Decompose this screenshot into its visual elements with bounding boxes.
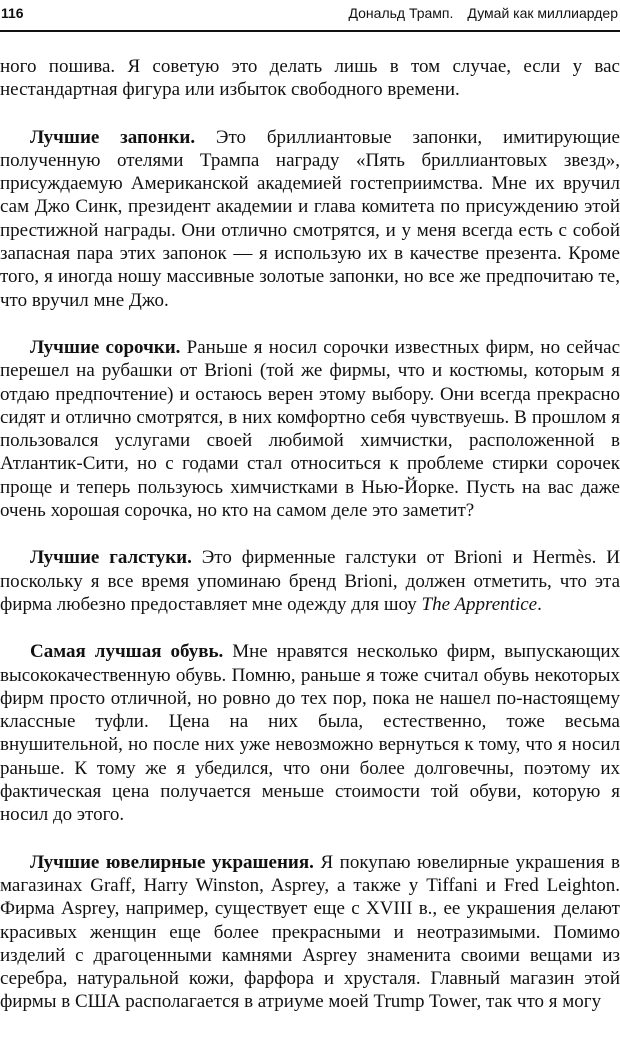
paragraph-tail: . <box>537 593 542 615</box>
paragraph-text: Я покупаю ювелирные украшения в магазинах Graff, Harry Winston, Asprey, а также у Tiffani и Fred Leighton. Фирма Asprey, например, существует еще с XVIII в., ее украшения делают красивых женщин еще более прекрасными и неотразимыми. Помимо изделий с драгоценными камнями Asprey знаменита своими вещами из серебра, натуральной кожи, фарфора и хрусталя. Главный магазин этой фирмы в США располагается в атриуме моей Trump Tower, так что я могу <box>0 851 620 1013</box>
body-text <box>0 55 620 1038</box>
paragraph-heading: Лучшие ювелирные украшения. <box>30 851 314 873</box>
paragraph-cufflinks <box>0 126 620 312</box>
paragraph-continuation <box>0 55 620 102</box>
paragraph-ties <box>0 546 620 616</box>
show-title: The Apprentice <box>421 593 538 615</box>
paragraph-shoes <box>0 640 620 826</box>
paragraph-text: Раньше я носил сорочки известных фирм, но сейчас перешел на рубашки от Brioni (той же фирмы, что и костюмы, которым я отдаю предпочтение) и остаюсь верен этому выбору. Они всегда прекрасно сидят и отлично смотрятся, в них комфортно себя чувствуешь. В прошлом я пользовался услугами своей любимой химчистки, расположенной в Атлантик-Сити, но с годами стал относиться к проблеме стирки сорочек проще и теперь пользуюсь химчистками в Нью-Йорке. Пусть на вас даже очень хорошая сорочка, но кто на самом деле это заметит? <box>0 336 620 522</box>
running-head <box>349 5 619 21</box>
paragraph-text: Это фирменные галстуки от Brioni и Hermès. И поскольку я все время упоминаю бренд Brioni, должен отметить, что эта фирма любезно предоставляет мне одежду для шоу <box>0 547 620 615</box>
paragraph-heading: Лучшие запонки. <box>30 126 196 148</box>
paragraph-text: ного пошива. Я советую это делать лишь в том случае, если у вас нестандартная фигура или избыток свободного времени. <box>0 56 620 101</box>
paragraph-shirts <box>0 336 620 522</box>
running-head-author: Дональд Трамп. <box>348 5 454 21</box>
paragraph-text: Это бриллиантовые запонки, имитирующие полученную отелями Трампа награду «Пять бриллиантовых звезд», присуждаемую Американской академией гостеприимства. Мне их вручил сам Джо Синк, президент академии и глава комитета по присуждению этой престижной награды. Они отлично смотрятся, и у меня всегда есть с собой запасная пара этих запонок — я использую их в качестве презента. Кроме того, я иногда ношу массивные золотые запонки, но все же предпочитаю те, что вручил мне Джо. <box>0 126 620 311</box>
page-header <box>0 0 620 32</box>
paragraph-heading: Самая лучшая обувь. <box>30 641 224 663</box>
running-head-title: Думай как миллиардер <box>467 5 618 21</box>
paragraph-heading: Лучшие сорочки. <box>30 336 181 358</box>
page-number: 116 <box>1 5 24 21</box>
paragraph-text: Мне нравятся несколько фирм, выпускающих высококачественную обувь. Помню, раньше я тоже считал обувь некоторых фирм просто отличной, но ровно до тех пор, пока не нашел по-настоящему классные туфли. Цена на них была, естественно, тоже весьма внушительной, но после них уже невозможно вернуться к тому, что я носил раньше. К тому же я убедился, что они более долговечны, поэтому их фактическая цена получается меньше стоимости той обуви, которую я носил до этого. <box>0 641 620 826</box>
paragraph-jewelry <box>0 851 620 1014</box>
paragraph-heading: Лучшие галстуки. <box>30 547 192 569</box>
